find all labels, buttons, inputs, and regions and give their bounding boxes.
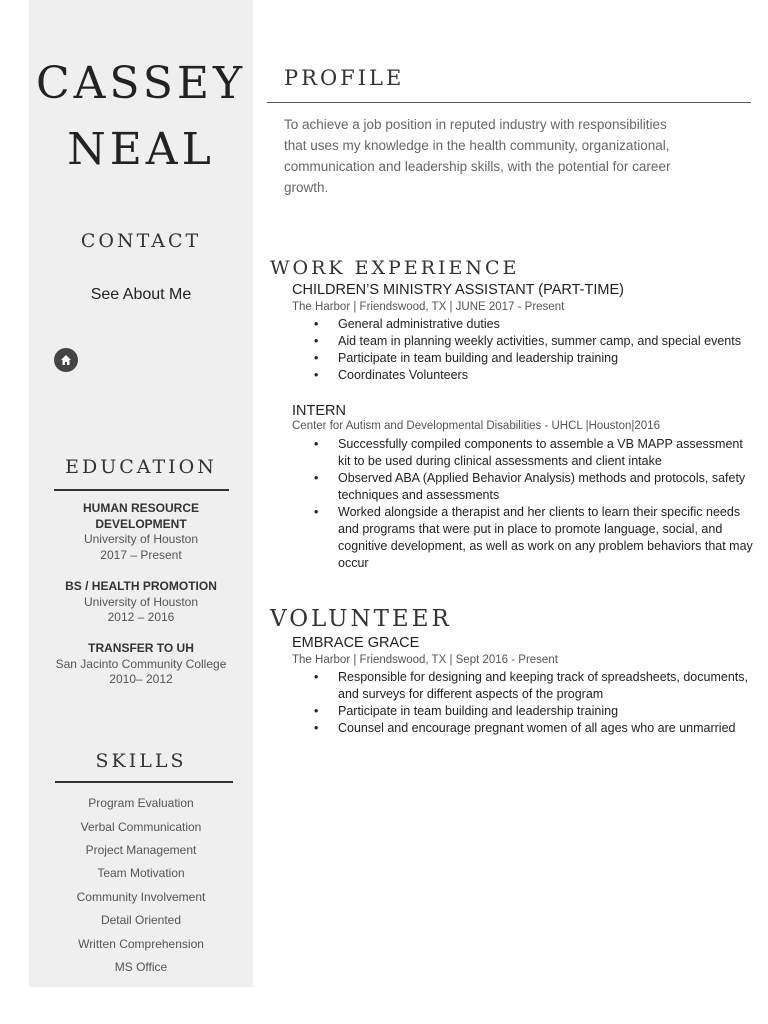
education-entry xyxy=(29,579,253,626)
home-icon[interactable] xyxy=(54,348,78,372)
sidebar xyxy=(29,0,253,987)
education-entry xyxy=(29,501,253,563)
degree: DEVELOPMENT xyxy=(95,516,187,531)
skill-item: Written Comprehension xyxy=(78,937,204,951)
bullet-item: • Counsel and encourage pregnant women of all ages who are unmarried xyxy=(314,720,754,737)
years: 2010– 2012 xyxy=(109,672,173,686)
school: San Jacinto Community College xyxy=(55,656,227,671)
school: University of Houston xyxy=(83,532,199,546)
degree: HUMAN RESOURCE xyxy=(82,501,199,515)
job-title: EMBRACE GRACE xyxy=(292,635,420,651)
profile-line: that uses my knowledge in the health community, organizational, xyxy=(284,138,670,153)
skill-item: Team Motivation xyxy=(97,866,185,880)
skill-item: Program Evaluation xyxy=(88,796,194,810)
job-title: CHILDREN’S MINISTRY ASSISTANT (PART-TIME) xyxy=(292,282,624,298)
bullet-item: • Worked alongside a therapist and her clients to learn their specific needs and programs that were put in place to promote language, social, and cognitive development, as well as work on any problem behaviors that may occur xyxy=(314,504,754,572)
bullet-item: • Aid team in planning weekly activities, summer camp, and special events xyxy=(314,333,754,350)
profile-heading: PROFILE xyxy=(284,66,405,90)
profile-text xyxy=(284,114,734,198)
profile-line: growth. xyxy=(284,180,329,195)
job-bullets xyxy=(314,669,754,737)
education-entry xyxy=(29,641,253,688)
job-meta: Center for Autism and Developmental Disabilities - UHCL |Houston|2016 xyxy=(292,420,660,432)
job-bullets xyxy=(314,316,754,384)
contact-heading: CONTACT xyxy=(80,230,202,252)
bullet-item: • Participate in team building and leadership training xyxy=(314,703,754,720)
profile-line: communication and leadership skills, with the potential for career xyxy=(284,159,671,174)
degree: BS / HEALTH PROMOTION xyxy=(65,579,217,593)
job-meta: The Harbor | Friendswood, TX | Sept 2016 - Present xyxy=(292,654,558,666)
bullet-item: • Successfully compiled components to assemble a VB MAPP assessment kit to be used during clinical assessments and client intake xyxy=(314,436,754,470)
work-experience-heading: WORK EXPERIENCE xyxy=(270,257,520,279)
degree: TRANSFER TO UH xyxy=(88,641,194,655)
education-divider xyxy=(54,489,229,491)
profile-line: To achieve a job position in reputed industry with responsibilities xyxy=(284,117,667,132)
skill-item: Project Management xyxy=(85,843,197,857)
bullet-item: • Observed ABA (Applied Behavior Analysis) methods and protocols, safety techniques and assessments xyxy=(314,470,754,504)
bullet-item: • Coordinates Volunteers xyxy=(314,367,754,384)
job-bullets xyxy=(314,436,754,572)
years: 2017 – Present xyxy=(100,547,182,562)
school: University of Houston xyxy=(83,594,199,609)
skill-item: MS Office xyxy=(114,960,168,974)
skills-divider xyxy=(55,781,233,783)
education-heading: EDUCATION xyxy=(65,456,217,478)
bullet-item: • General administrative duties xyxy=(314,316,754,333)
volunteer-heading: VOLUNTEER xyxy=(270,606,452,632)
skill-item: Detail Oriented xyxy=(100,913,182,927)
job-title: INTERN xyxy=(292,403,346,419)
skills-heading: SKILLS xyxy=(95,750,187,772)
skill-item: Verbal Communication xyxy=(80,820,202,834)
first-name: CASSEY xyxy=(35,58,247,109)
skill-item: Community Involvement xyxy=(76,890,206,904)
about-me-link[interactable]: See About Me xyxy=(90,286,192,303)
profile-divider xyxy=(267,102,751,103)
years: 2012 – 2016 xyxy=(107,610,175,624)
last-name: NEAL xyxy=(67,124,215,175)
bullet-item: • Participate in team building and leadership training xyxy=(314,350,754,367)
bullet-item: • Responsible for designing and keeping track of spreadsheets, documents, and surveys for different aspects of the program xyxy=(314,669,754,703)
job-meta: The Harbor | Friendswood, TX | JUNE 2017 - Present xyxy=(292,301,565,313)
